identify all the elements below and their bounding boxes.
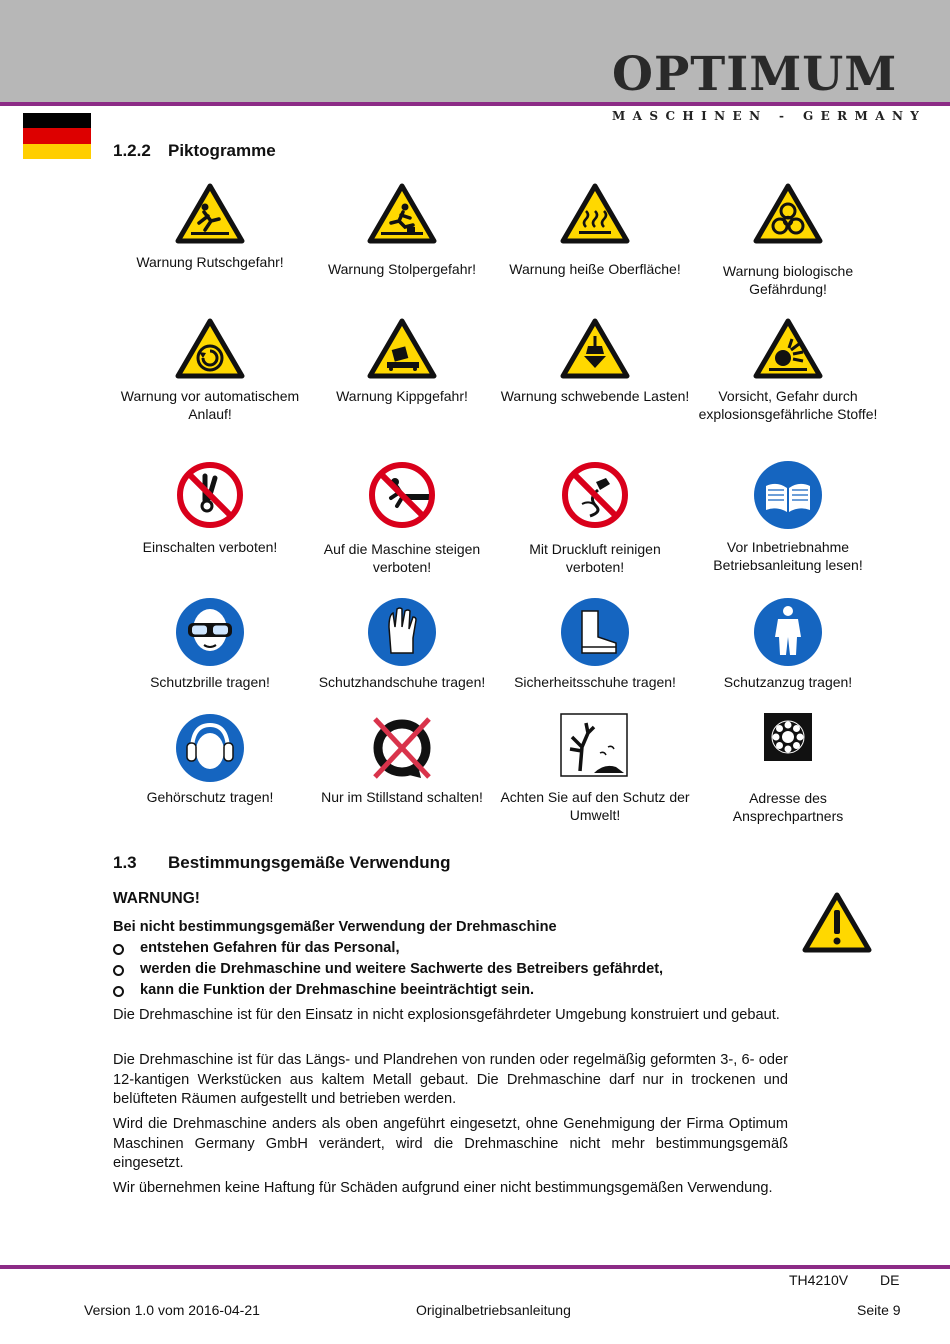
pictogram-caption: Auf die Maschine steigen verboten!	[323, 541, 481, 575]
contact-phone-icon	[764, 713, 812, 766]
section-number: 1.2.2	[113, 141, 151, 160]
pictogram-caption: Warnung Rutschgefahr!	[136, 254, 284, 270]
footer-model: TH4210V	[789, 1272, 849, 1288]
pictogram-caption: Warnung biologische Gefährdung!	[722, 263, 854, 297]
pictogram-caption: Sicherheitsschuhe tragen!	[514, 674, 676, 690]
pictogram-cell	[307, 597, 497, 690]
warning-intro: Bei nicht bestimmungsgemäßer Verwendung der Drehmaschine	[113, 919, 557, 935]
safety-goggles-icon	[175, 597, 245, 672]
pictogram-caption: Warnung vor automatischem Anlauf!	[120, 388, 300, 422]
pictogram-caption: Warnung heiße Oberfläche!	[509, 261, 681, 277]
bullet-circle-icon	[113, 986, 124, 997]
pictogram-caption: Mit Druckluft reinigen verboten!	[529, 541, 661, 575]
paragraph: Wir übernehmen keine Haftung für Schäden aufgrund einer nicht bestimmungsgemäßen Verwendung.	[113, 1180, 773, 1196]
optimum-logo	[612, 47, 927, 128]
footer-page-number: Seite 9	[857, 1302, 901, 1318]
pictogram-caption: Nur im Stillstand schalten!	[321, 789, 483, 805]
slip-hazard-icon	[175, 183, 245, 250]
pictogram-caption: Warnung Stolpergefahr!	[327, 261, 477, 277]
pictogram-caption: Schutzhandschuhe tragen!	[318, 674, 486, 690]
pictogram-caption: Schutzbrille tragen!	[150, 674, 270, 690]
pictogram-cell	[693, 713, 883, 824]
trip-hazard-icon	[367, 183, 437, 250]
ear-protection-icon	[175, 713, 245, 788]
warning-label: WARNUNG!	[113, 890, 200, 907]
pictogram-caption: Warnung Kippgefahr!	[336, 388, 468, 404]
pictogram-caption: Achten Sie auf den Schutz der Umwelt!	[500, 789, 690, 823]
section-number: 1.3	[113, 853, 137, 872]
pictogram-cell	[307, 713, 497, 803]
pictogram-cell	[693, 597, 883, 690]
read-manual-icon	[753, 460, 823, 535]
warning-triangle-icon	[802, 892, 872, 954]
hot-surface-icon	[560, 183, 630, 250]
gloves-icon	[367, 597, 437, 672]
footer-language: DE	[880, 1272, 900, 1288]
paragraph: Die Drehmaschine ist für den Einsatz in nicht explosionsgefährdeter Umgebung konstruiert und gebaut.	[113, 1007, 780, 1023]
pictogram-cell	[500, 597, 690, 690]
paragraph: Wird die Drehmaschine anders als oben angeführt eingesetzt, ohne Genehmigung der Firma Optimum Maschinen Germany GmbH verändert, wird die Drehmaschine nicht mehr bestimmungsgemäß eingesetzt.	[113, 1116, 788, 1171]
pictogram-cell	[115, 713, 305, 803]
paragraph: Die Drehmaschine ist für das Längs- und Plandrehen von runden oder regelmäßig geformten 3-, 6- oder 12-kantigen Werkstücken aus kaltem Metall gebaut. Die Drehmaschine darf nur in trockenen und belüfteten Räumen aufgestellt und betrieben werden.	[113, 1052, 788, 1107]
logo-subtitle: MASCHINEN - GERMANY	[612, 109, 927, 123]
pictogram-caption: Einschalten verboten!	[142, 539, 278, 555]
pictogram-cell	[693, 318, 883, 422]
pictogram-cell	[307, 318, 497, 408]
pictogram-cell	[500, 183, 690, 277]
pictogram-cell	[693, 183, 883, 297]
pictogram-caption: Schutzanzug tragen!	[723, 674, 853, 690]
pictogram-cell	[307, 183, 497, 277]
pictogram-cell	[500, 318, 690, 408]
bullet-circle-icon	[113, 944, 124, 955]
pictogram-cell	[500, 713, 690, 823]
footer-accent-line	[0, 1265, 950, 1269]
pictogram-caption: Adresse des Ansprechpartners	[732, 790, 844, 824]
logo-brand: OPTIMUM	[612, 47, 898, 102]
germany-flag-icon	[23, 113, 91, 159]
tipping-hazard-icon	[367, 318, 437, 385]
section-title: Bestimmungsgemäße Verwendung	[168, 853, 451, 872]
section-title: Piktogramme	[168, 141, 276, 160]
pictogram-cell	[500, 460, 690, 575]
no-compressed-air-icon	[560, 460, 630, 535]
bullet-circle-icon	[113, 965, 124, 976]
automatic-start-icon	[175, 318, 245, 385]
switch-at-standstill-icon	[367, 713, 437, 788]
pictogram-cell	[115, 597, 305, 690]
pictogram-cell	[115, 183, 305, 273]
no-climbing-icon	[367, 460, 437, 535]
explosive-icon	[753, 318, 823, 385]
no-switch-on-icon	[175, 460, 245, 535]
pictogram-caption: Warnung schwebende Lasten!	[500, 388, 690, 404]
safety-shoes-icon	[560, 597, 630, 672]
section-heading-1-2-2	[113, 141, 276, 161]
pictogram-cell	[115, 318, 305, 422]
pictogram-caption: Vorsicht, Gefahr durch explosionsgefährliche Stoffe!	[698, 388, 878, 422]
footer-document: Originalbetriebsanleitung	[416, 1302, 571, 1318]
footer-version: Version 1.0 vom 2016-04-21	[84, 1302, 260, 1318]
pictogram-cell	[307, 460, 497, 575]
pictogram-cell	[693, 460, 883, 573]
pictogram-caption: Vor Inbetriebnahme Betriebsanleitung lesen!	[713, 539, 863, 573]
biohazard-icon	[753, 183, 823, 250]
section-heading-1-3	[113, 853, 451, 873]
protective-suit-icon	[753, 597, 823, 672]
pictogram-caption: Gehörschutz tragen!	[146, 789, 274, 805]
pictogram-cell	[115, 460, 305, 555]
suspended-load-icon	[560, 318, 630, 385]
environment-protection-icon	[560, 713, 630, 784]
